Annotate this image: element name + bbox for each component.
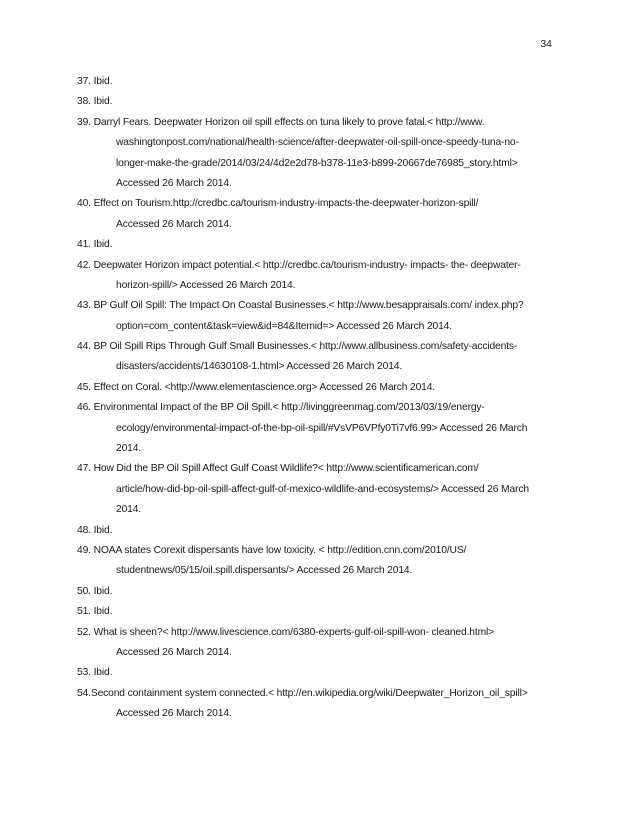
endnote [77, 398, 567, 459]
endnote-continuation-line: disasters/accidents/14630108-1.html> Accessed 26 March 2014. [116, 361, 403, 373]
endnote-continuation-line: studentnews/05/15/oil.spill.dispersants/> Accessed 26 March 2014. [116, 565, 413, 577]
endnote-first-line: 45. Effect on Coral. <http://www.elementascience.org> Accessed 26 March 2014. [77, 381, 436, 393]
endnote [77, 602, 567, 622]
endnote-first-line: 47. How Did the BP Oil Spill Affect Gulf Coast Wildlife?< http://www.scientificamerican.com/ [77, 463, 479, 475]
endnote-first-line: 51. Ibid. [77, 606, 113, 618]
endnote-continuation-line: ecology/environmental-impact-of-the-bp-oil-spill/#VsVP6VPfy0Ti7vf6.99> Accessed 26 March [116, 422, 528, 434]
endnote-first-line: 43. BP Gulf Oil Spill: The Impact On Coastal Businesses.< http://www.besappraisals.com/ index.php? [77, 300, 524, 312]
endnote-continuation-line: longer-make-the-grade/2014/03/24/4d2e2d78-b378-11e3-b899-20667de76985_story.html> [116, 157, 518, 169]
endnote-first-line: 49. NOAA states Corexit dispersants have low toxicity. < http://edition.cnn.com/2010/US/ [77, 544, 467, 556]
endnote-first-line: 41. Ibid. [77, 239, 113, 251]
endnote [77, 521, 567, 541]
endnote [77, 337, 567, 378]
endnote [77, 72, 567, 92]
endnote-first-line: 44. BP Oil Spill Rips Through Gulf Small Businesses.< http://www.allbusiness.com/safety-accidents- [77, 341, 518, 353]
endnote-continuation-line: washingtonpost.com/national/health-science/after-deepwater-oil-spill-once-speedy-tuna-no- [116, 137, 519, 149]
endnote-continuation-line: horizon-spill/> Accessed 26 March 2014. [116, 279, 296, 291]
endnote-first-line: 40. Effect on Tourism.http://credbc.ca/tourism-industry-impacts-the-deepwater-horizon-spill/ [77, 198, 479, 210]
endnote-first-line: 42. Deepwater Horizon impact potential.< http://credbc.ca/tourism-industry- impacts- the- deepwater- [77, 259, 521, 271]
endnote-first-line: 38. Ibid. [77, 96, 113, 108]
endnote [77, 235, 567, 255]
endnote-first-line: 37. Ibid. [77, 76, 113, 87]
endnote [77, 684, 567, 725]
endnote [77, 92, 567, 112]
endnote [77, 113, 567, 195]
endnote [77, 582, 567, 602]
endnote [77, 623, 567, 664]
endnotes-list [77, 72, 567, 725]
endnote-continuation-line: option=com_content&task=view&id=84&Itemid=> Accessed 26 March 2014. [116, 320, 452, 332]
endnote-continuation-line: Accessed 26 March 2014. [116, 177, 232, 189]
endnote-first-line: 53. Ibid. [77, 667, 113, 679]
endnote-first-line: 39. Darryl Fears. Deepwater Horizon oil spill effects on tuna likely to prove fatal.< http://www. [77, 116, 485, 128]
endnote-first-line: 52. What is sheen?< http://www.livescience.com/6380-experts-gulf-oil-spill-won- cleaned.html> [77, 626, 495, 638]
endnote-first-line: 48. Ibid. [77, 524, 113, 536]
endnote [77, 663, 567, 683]
endnote-continuation-line: Accessed 26 March 2014. [116, 708, 232, 720]
endnote-continuation-line: 2014. [116, 443, 142, 455]
endnote-continuation-line: Accessed 26 March 2014. [116, 218, 232, 230]
endnote [77, 459, 567, 520]
endnote-first-line: 50. Ibid. [77, 585, 113, 597]
endnote-first-line: 46. Environmental Impact of the BP Oil Spill.< http://livinggreenmag.com/2013/03/19/energy- [77, 402, 485, 414]
endnote-continuation-line: Accessed 26 March 2014. [116, 646, 232, 658]
endnote-first-line: 54.Second containment system connected.< http://en.wikipedia.org/wiki/Deepwater_Horizon_oil_spill> [77, 687, 528, 699]
endnote [77, 194, 567, 235]
endnote-continuation-line: article/how-did-bp-oil-spill-affect-gulf-of-mexico-wildlife-and-ecosystems/> Accessed 26 March [116, 483, 529, 495]
endnote [77, 256, 567, 297]
endnote-continuation-line: 2014. [116, 504, 142, 516]
page-number: 34 [540, 38, 552, 50]
endnote [77, 541, 567, 582]
endnote [77, 378, 567, 398]
endnote [77, 296, 567, 337]
